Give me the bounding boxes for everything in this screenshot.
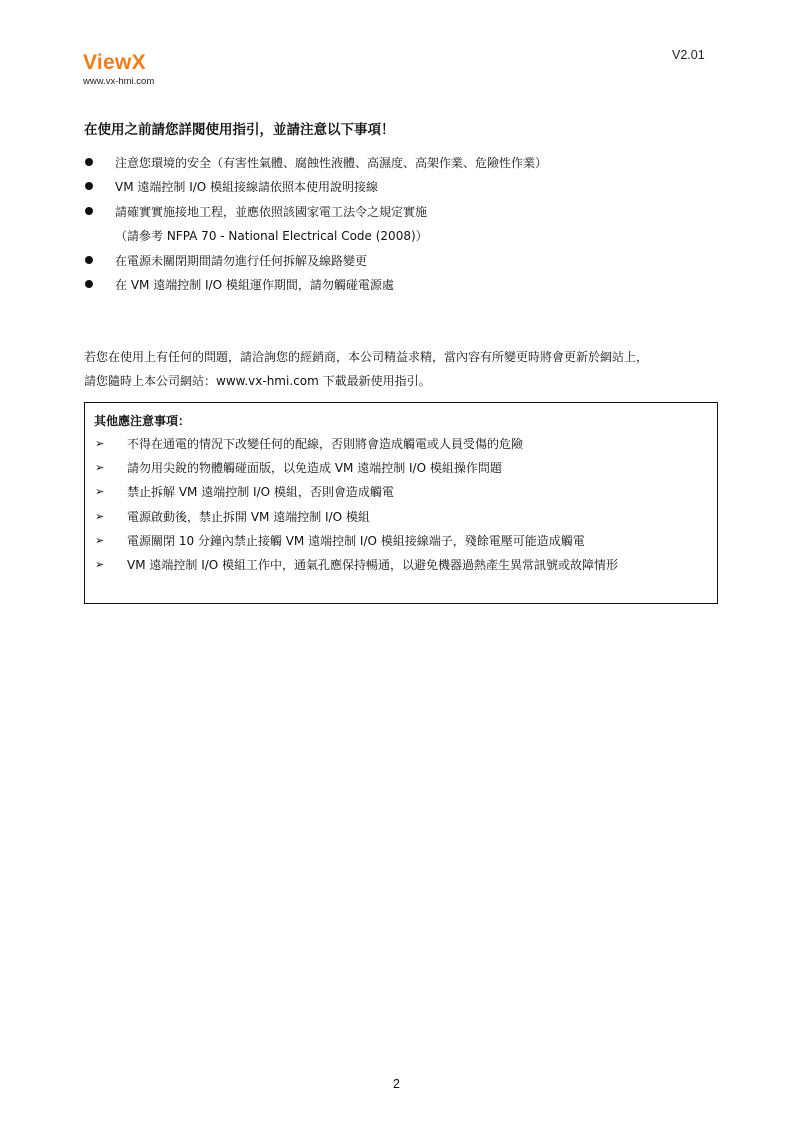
note-text: 禁止拆解 VM 遠端控制 I/O 模組，否則會造成觸電: [127, 485, 394, 500]
bullet-dot-icon: [85, 280, 93, 288]
bullet-dot-icon: [85, 256, 93, 264]
version-label: V2.01: [672, 48, 705, 62]
bullet-text: 注意您環境的安全（有害性氣體、腐蝕性液體、高濕度、高架作業、危險性作業）: [115, 156, 548, 170]
contact-line-2: 請您隨時上本公司網站：www.vx-hmi.com 下載最新使用指引。: [84, 374, 431, 388]
arrow-bullet-icon: ➢: [95, 533, 105, 547]
contact-line-1: 若您在使用上有任何的問題，請洽詢您的經銷商，本公司精益求精，當內容有所變更時將會更新於網站上，: [84, 350, 649, 364]
arrow-bullet-icon: ➢: [95, 437, 105, 450]
note-text: 電源啟動後，禁止拆開 VM 遠端控制 I/O 模組: [127, 509, 370, 524]
bullet-dot-icon: [85, 207, 93, 215]
note-text: 請勿用尖銳的物體觸碰面版，以免造成 VM 遠端控制 I/O 模組操作問題: [127, 461, 502, 476]
bullet-text: 在電源未關閉期間請勿進行任何拆解及線路變更: [115, 253, 368, 268]
brand-logo: ViewX: [83, 51, 146, 74]
page-heading: 在使用之前請您詳閱使用指引，並請注意以下事項！: [84, 122, 395, 138]
note-text: VM 遠端控制 I/O 模組工作中，通氣孔應保持暢通，以避免機器過熱產生異常訊號或故障情形: [127, 557, 619, 572]
brand-url: www.vx-hmi.com: [83, 76, 155, 87]
bullet-text: VM 遠端控制 I/O 模組接線請依照本使用說明接線: [115, 180, 379, 195]
note-text: 不得在通電的情況下改變任何的配線，否則將會造成觸電或人員受傷的危險: [127, 437, 524, 451]
bullet-text: 請確實實施接地工程，並應依照該國家電工法令之規定實施: [115, 204, 428, 219]
nfpa-reference: （請參考 NFPA 70 - National Electrical Code (2008)）: [115, 229, 428, 243]
arrow-bullet-icon: ➢: [95, 557, 105, 571]
notes-box: [84, 402, 718, 604]
bullet-text: 在 VM 遠端控制 I/O 模組運作期間，請勿觸碰電源處: [115, 277, 394, 292]
bullet-dot-icon: [85, 182, 93, 190]
bullet-dot-icon: [85, 158, 93, 166]
note-text: 電源關閉 10 分鐘內禁止接觸 VM 遠端控制 I/O 模組接線端子，殘餘電壓可能造成觸電: [127, 533, 585, 548]
contact-paragraph: [84, 345, 648, 393]
arrow-bullet-icon: ➢: [95, 509, 105, 523]
notes-title: 其他應注意事項：: [94, 414, 191, 428]
page-number: 2: [393, 1077, 400, 1091]
arrow-bullet-icon: ➢: [95, 485, 105, 499]
arrow-bullet-icon: ➢: [95, 461, 105, 475]
